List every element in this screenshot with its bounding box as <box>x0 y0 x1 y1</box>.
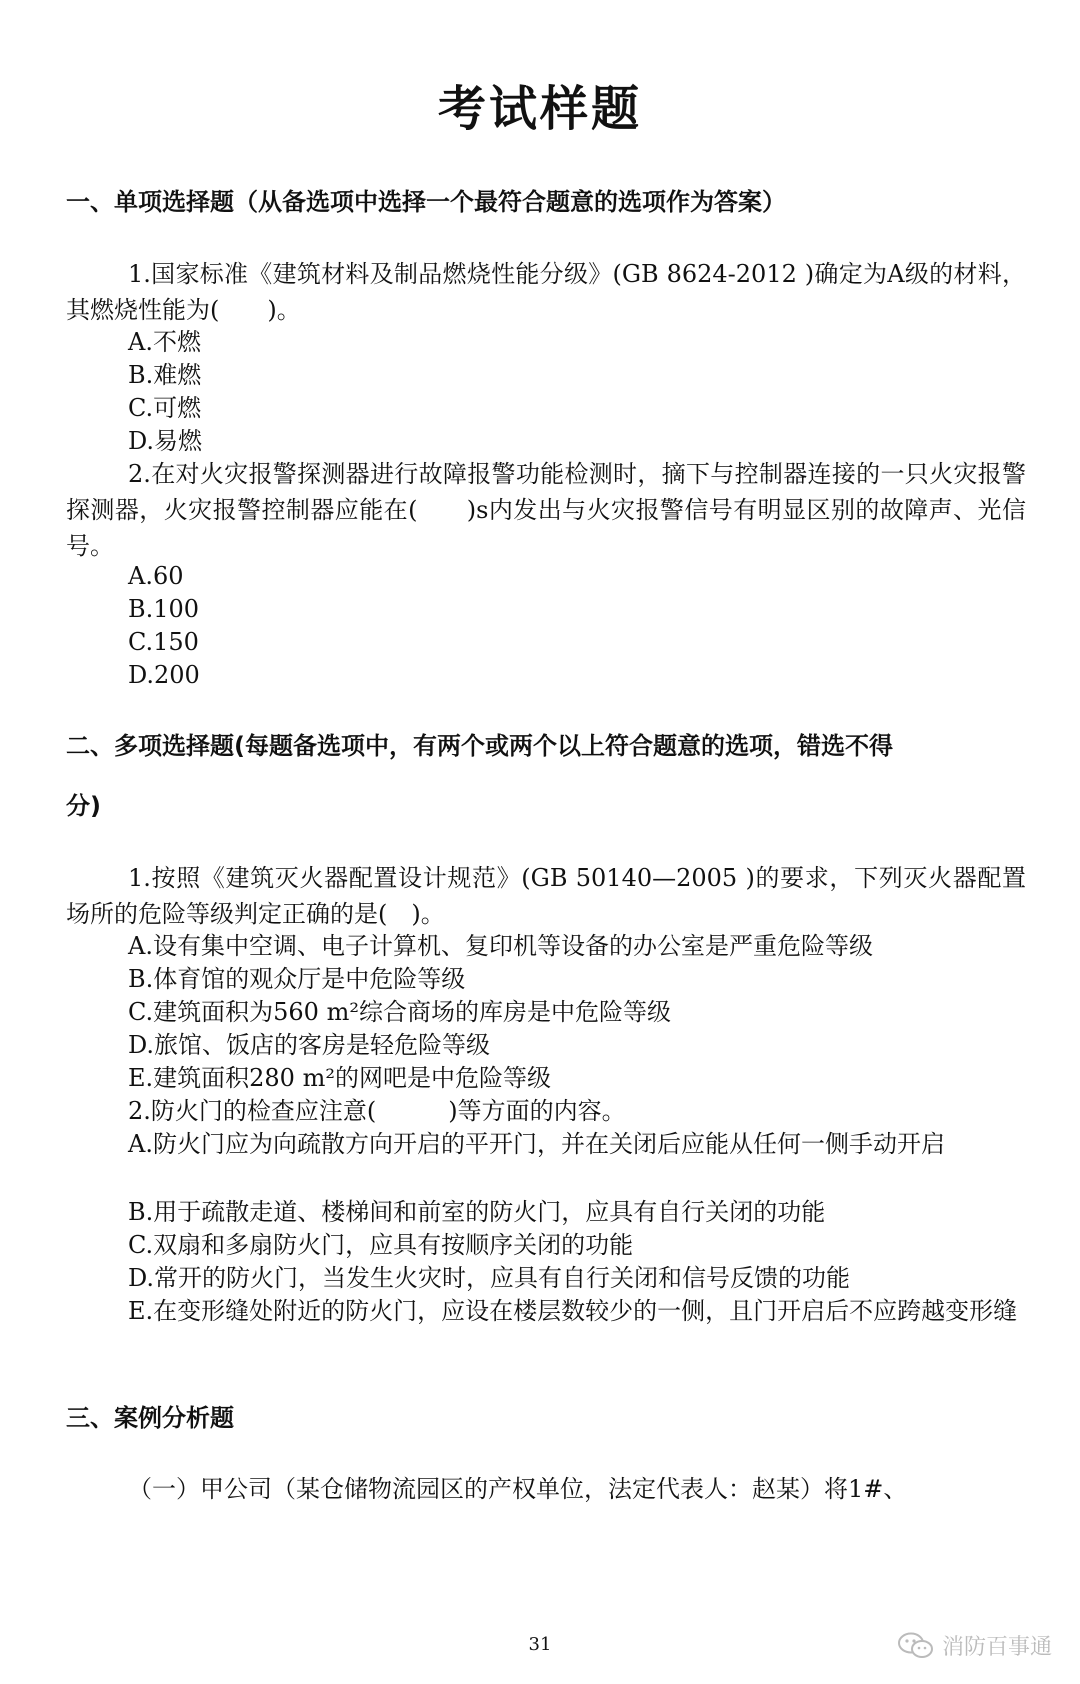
s2-q1-option-d: D.旅馆、饭店的客房是轻危险等级 <box>128 1031 491 1059</box>
s2-q2-option-e: E.在变形缝处附近的防火门，应设在楼层数较少的一侧，且门开启后不应跨越变形缝 <box>128 1297 1018 1325</box>
s2-q1-option-c: C.建筑面积为560 m²综合商场的库房是中危险等级 <box>128 998 671 1026</box>
section3-heading: 三、案例分析题 <box>66 1404 234 1432</box>
page-number: 31 <box>528 1634 552 1655</box>
s2-q2-option-a: A.防火门应为向疏散方向开启的平开门，并在关闭后应能从任何一侧手动开启 <box>128 1130 945 1158</box>
watermark <box>898 1630 1052 1661</box>
s2-q2-option-b: B.用于疏散走道、楼梯间和前室的防火门，应具有自行关闭的功能 <box>128 1198 826 1226</box>
watermark-text: 消防百事通 <box>941 1635 1052 1660</box>
section2-heading-line1: 二、多项选择题(每题备选项中，有两个或两个以上符合题意的选项，错选不得 <box>66 732 893 760</box>
s2-q1-option-e: E.建筑面积280 m²的网吧是中危险等级 <box>128 1064 551 1092</box>
s1-q2-option-c: C.150 <box>128 628 199 656</box>
s2-q1-option-b: B.体育馆的观众厅是中危险等级 <box>128 965 466 993</box>
s2-q2-stem: 2.防火门的检查应注意( )等方面的内容。 <box>128 1097 626 1125</box>
s2-q2-option-d: D.常开的防火门，当发生火灾时，应具有自行关闭和信号反馈的功能 <box>128 1264 851 1292</box>
s1-q1-option-a: A.不燃 <box>128 328 201 356</box>
s1-q1-stem: 1.国家标准《建筑材料及制品燃烧性能分级》(GB 8624-2012 )确定为A级的材料，其燃烧性能为( )。 <box>66 260 1026 324</box>
s2-q1-stem: 1.按照《建筑灭火器配置设计规范》(GB 50140—2005 )的要求，下列灭火器配置场所的危险等级判定正确的是( )。 <box>66 864 1026 928</box>
s2-q1-option-a: A.设有集中空调、电子计算机、复印机等设备的办公室是严重危险等级 <box>128 932 873 960</box>
s1-q2-option-d: D.200 <box>128 661 200 689</box>
case-intro: （一）甲公司（某仓储物流园区的产权单位，法定代表人：赵某）将1#、 <box>128 1475 908 1503</box>
s1-q2-option-a: A.60 <box>128 562 184 590</box>
chat-bubble-icon <box>898 1632 934 1660</box>
s1-q2-stem: 2.在对火灾报警探测器进行故障报警功能检测时，摘下与控制器连接的一只火灾报警探测器，火灾报警控制器应能在( )s内发出与火灾报警信号有明显区别的故障声、光信号。 <box>66 460 1026 560</box>
page-title: 考试样题 <box>437 81 642 137</box>
s1-q1-option-d: D.易燃 <box>128 427 203 455</box>
s1-q1-option-b: B.难燃 <box>128 361 202 389</box>
section1-heading: 一、单项选择题（从备选项中选择一个最符合题意的选项作为答案） <box>66 188 786 216</box>
s2-q2-option-c: C.双扇和多扇防火门，应具有按顺序关闭的功能 <box>128 1231 634 1259</box>
section2-heading-line2: 分) <box>66 792 101 820</box>
s1-q2-option-b: B.100 <box>128 595 200 623</box>
s1-q1-option-c: C.可燃 <box>128 394 202 422</box>
